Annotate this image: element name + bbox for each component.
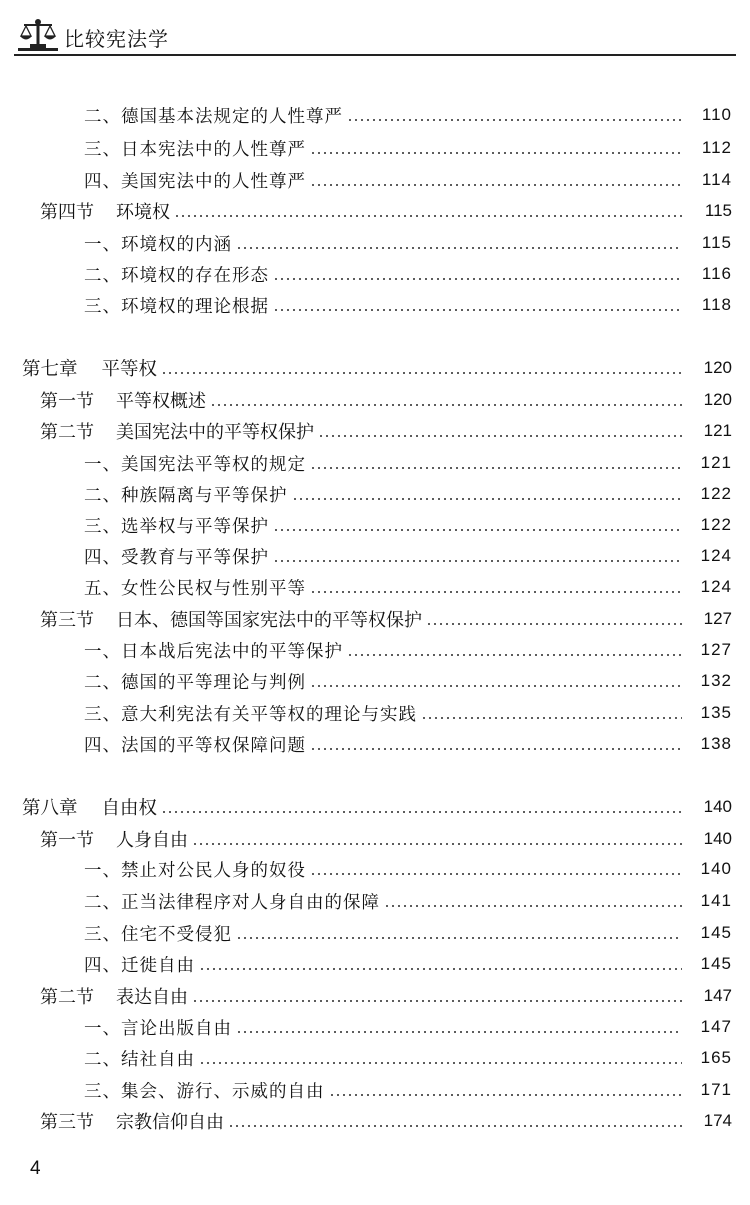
dot-leader <box>347 119 682 121</box>
toc-entry-label: 一、美国宪法平等权的规定 <box>84 454 306 475</box>
dot-leader <box>384 905 682 907</box>
toc-entry-item[interactable] <box>84 1075 732 1105</box>
toc-entry-page: 114 <box>701 170 732 189</box>
toc-entry-label: 一、言论出版自由 <box>84 1018 232 1039</box>
toc-entry-title <box>40 1108 224 1134</box>
toc-entry-chapter[interactable] <box>22 353 732 383</box>
toc-entry-title <box>84 451 306 476</box>
toc-entry-label: 四、法国的平等权保障问题 <box>84 735 306 756</box>
toc-entry-title <box>84 513 269 538</box>
toc-entry-title <box>84 136 306 161</box>
toc-entry-title <box>84 544 269 569</box>
toc-entry-title <box>84 732 306 757</box>
toc-entry-label: 一、环境权的内涵 <box>84 234 232 255</box>
toc-entry-item[interactable] <box>84 666 732 696</box>
section-number: 第三节 <box>40 1112 94 1133</box>
toc-entry-title <box>40 826 188 852</box>
toc-entry-page: 171 <box>700 1080 732 1099</box>
toc-entry-section[interactable] <box>40 196 732 226</box>
toc-entry-title <box>84 669 306 694</box>
dot-leader <box>347 654 682 656</box>
dot-leader <box>273 560 682 562</box>
toc-entry-label: 二、德国的平等理论与判例 <box>84 672 306 693</box>
toc-entry-title <box>84 889 380 914</box>
running-header <box>14 14 736 56</box>
toc-entry-label: 自由权 <box>101 798 158 819</box>
dot-leader <box>161 811 682 813</box>
dot-leader <box>199 968 682 970</box>
dot-leader <box>310 184 682 186</box>
toc-entry-label: 美国宪法中的平等权保护 <box>116 422 314 443</box>
dot-leader <box>310 591 682 593</box>
toc-entry-label: 三、住宅不受侵犯 <box>84 924 232 945</box>
toc-entry-page: 127 <box>703 609 732 628</box>
toc-entry-page: 135 <box>700 703 732 722</box>
section-number: 第三节 <box>40 610 94 631</box>
toc-entry-item[interactable] <box>84 918 732 948</box>
toc-entry-title <box>40 387 206 413</box>
toc-entry-title <box>84 575 306 600</box>
toc-entry-item[interactable] <box>84 290 732 320</box>
dot-leader <box>273 529 682 531</box>
toc-entry-title <box>84 293 269 318</box>
toc-entry-section[interactable] <box>40 1106 732 1136</box>
toc-entry-item[interactable] <box>84 228 732 258</box>
header-rule <box>14 54 736 56</box>
toc-entry-label: 表达自由 <box>116 987 188 1008</box>
toc-entry-title <box>40 606 422 632</box>
toc-entry-item[interactable] <box>84 133 732 163</box>
toc-entry-title <box>84 1015 232 1040</box>
toc-entry-page: 147 <box>703 986 732 1005</box>
toc-entry-label: 三、集会、游行、示威的自由 <box>84 1081 325 1102</box>
dot-leader <box>210 404 682 406</box>
dot-leader <box>310 748 682 750</box>
chapter-number: 第七章 <box>22 359 78 380</box>
toc-entry-item[interactable] <box>84 698 732 728</box>
toc-entry-label: 平等权 <box>101 359 158 380</box>
toc-entry-label: 三、选举权与平等保护 <box>84 516 269 537</box>
section-number: 第二节 <box>40 422 94 443</box>
toc-entry-item[interactable] <box>84 949 732 979</box>
dot-leader <box>174 215 682 217</box>
toc-entry-page: 112 <box>701 138 732 157</box>
section-number: 第二节 <box>40 987 94 1008</box>
toc-entry-label: 三、意大利宪法有关平等权的理论与实践 <box>84 704 417 725</box>
toc-entry-title <box>84 1078 325 1103</box>
section-number: 第一节 <box>40 830 94 851</box>
toc-entry-chapter[interactable] <box>22 792 732 822</box>
toc-entry-section[interactable] <box>40 604 732 634</box>
toc-entry-label: 二、环境权的存在形态 <box>84 265 269 286</box>
toc-entry-section[interactable] <box>40 385 732 415</box>
toc-entry-page: 140 <box>703 829 732 848</box>
book-title: 比较宪法学 <box>64 27 169 51</box>
dot-leader <box>236 247 682 249</box>
toc-entry-page: 140 <box>700 859 732 878</box>
toc-entry-page: 141 <box>700 891 732 910</box>
toc-entry-title <box>84 638 343 663</box>
dot-leader <box>421 717 682 719</box>
toc-entry-title <box>40 418 314 444</box>
toc-entry-item[interactable] <box>84 100 732 130</box>
toc-entry-label: 四、迁徙自由 <box>84 955 195 976</box>
toc-entry-title <box>84 701 417 726</box>
toc-entry-page: 132 <box>700 671 732 690</box>
toc-entry-label: 三、日本宪法中的人性尊严 <box>84 139 306 160</box>
toc-entry-page: 122 <box>700 515 732 534</box>
toc-entry-label: 二、种族隔离与平等保护 <box>84 485 288 506</box>
toc-entry-title <box>22 355 157 381</box>
toc-entry-title <box>84 921 232 946</box>
toc-entry-section[interactable] <box>40 824 732 854</box>
toc-entry-label: 日本、德国等国家宪法中的平等权保护 <box>116 610 422 631</box>
toc-entry-page: 145 <box>700 923 732 942</box>
toc-entry-page: 121 <box>700 453 732 472</box>
toc-entry-label: 二、正当法律程序对人身自由的保障 <box>84 892 380 913</box>
dot-leader <box>292 498 683 500</box>
toc-entry-page: 116 <box>701 264 732 283</box>
toc-entry-item[interactable] <box>84 259 732 289</box>
toc-entry-label: 宗教信仰自由 <box>116 1112 224 1133</box>
toc-entry-item[interactable] <box>84 448 732 478</box>
toc-entry-title <box>84 168 306 193</box>
toc-entry-item[interactable] <box>84 510 732 540</box>
toc-entry-page: 124 <box>700 577 732 596</box>
dot-leader <box>426 623 682 625</box>
dot-leader <box>273 278 682 280</box>
toc-entry-label: 五、女性公民权与性别平等 <box>84 578 306 599</box>
toc-entry-page: 145 <box>700 954 732 973</box>
dot-leader <box>329 1094 683 1096</box>
toc-entry-title <box>84 857 306 882</box>
toc-entry-title <box>40 983 188 1009</box>
dot-leader <box>318 435 682 437</box>
chapter-number: 第八章 <box>22 798 78 819</box>
toc-entry-item[interactable] <box>84 1012 732 1042</box>
toc-entry-item[interactable] <box>84 729 732 759</box>
toc-entry-page: 118 <box>701 295 732 314</box>
dot-leader <box>228 1125 682 1127</box>
toc-entry-section[interactable] <box>40 416 732 446</box>
page-number: 4 <box>30 1158 41 1179</box>
toc-entry-label: 一、禁止对公民人身的奴役 <box>84 860 306 881</box>
toc-entry-item[interactable] <box>84 854 732 884</box>
toc-entry-label: 环境权 <box>116 202 170 223</box>
dot-leader <box>236 1031 682 1033</box>
toc-entry-item[interactable] <box>84 479 732 509</box>
section-number: 第四节 <box>40 202 94 223</box>
toc-entry-label: 四、受教育与平等保护 <box>84 547 269 568</box>
dot-leader <box>161 372 682 374</box>
toc-entry-section[interactable] <box>40 981 732 1011</box>
toc-entry-title <box>84 262 269 287</box>
toc-entry-label: 四、美国宪法中的人性尊严 <box>84 171 306 192</box>
toc-entry-title <box>84 231 232 256</box>
toc-entry-label: 平等权概述 <box>116 391 206 412</box>
toc-entry-page: 110 <box>701 105 732 124</box>
toc-entry-item[interactable] <box>84 165 732 195</box>
toc-entry-title <box>22 794 157 820</box>
dot-leader <box>273 309 682 311</box>
dot-leader <box>310 152 682 154</box>
dot-leader <box>236 937 682 939</box>
dot-leader <box>199 1062 682 1064</box>
toc-entry-label: 二、结社自由 <box>84 1049 195 1070</box>
toc-entry-page: 165 <box>700 1048 732 1067</box>
toc-entry-page: 120 <box>703 358 732 377</box>
toc-entry-page: 120 <box>703 390 732 409</box>
toc-entry-item[interactable] <box>84 635 732 665</box>
toc-entry-item[interactable] <box>84 572 732 602</box>
toc-entry-page: 115 <box>704 201 732 220</box>
toc-entry-title <box>40 198 170 224</box>
toc-entry-title <box>84 952 195 977</box>
dot-leader <box>192 1000 682 1002</box>
toc-entry-label: 一、日本战后宪法中的平等保护 <box>84 641 343 662</box>
toc-entry-item[interactable] <box>84 1043 732 1073</box>
dot-leader <box>310 873 682 875</box>
toc-entry-title <box>84 482 288 507</box>
toc-entry-title <box>84 1046 195 1071</box>
toc-entry-label: 二、德国基本法规定的人性尊严 <box>84 106 343 127</box>
toc-entry-page: 147 <box>700 1017 732 1036</box>
toc-entry-page: 127 <box>700 640 732 659</box>
toc-entry-page: 174 <box>703 1111 732 1130</box>
toc-entry-page: 122 <box>700 484 732 503</box>
toc-entry-item[interactable] <box>84 886 732 916</box>
scales-of-justice-icon <box>18 18 58 52</box>
toc-entry-page: 140 <box>703 797 732 816</box>
toc-entry-page: 138 <box>700 734 732 753</box>
dot-leader <box>192 843 682 845</box>
toc-entry-label: 三、环境权的理论根据 <box>84 296 269 317</box>
toc-entry-title <box>84 103 343 128</box>
toc-entry-page: 121 <box>703 421 732 440</box>
dot-leader <box>310 685 682 687</box>
toc-entry-label: 人身自由 <box>116 830 188 851</box>
section-number: 第一节 <box>40 391 94 412</box>
dot-leader <box>310 467 682 469</box>
toc-entry-page: 124 <box>700 546 732 565</box>
toc-entry-page: 115 <box>701 233 732 252</box>
toc-entry-item[interactable] <box>84 541 732 571</box>
